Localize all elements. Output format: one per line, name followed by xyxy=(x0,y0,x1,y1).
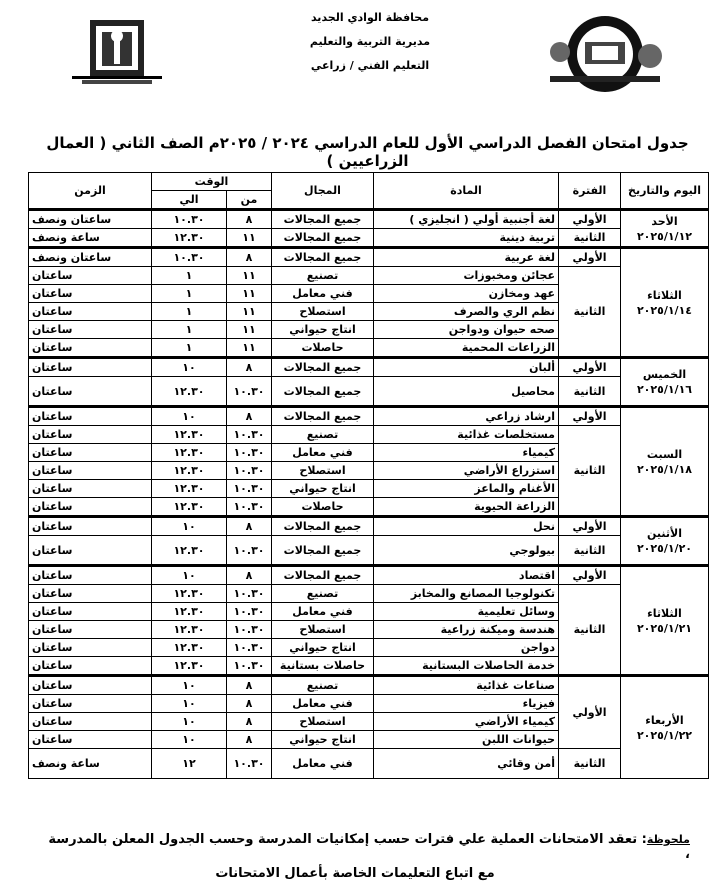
field-cell: فني معامل xyxy=(272,749,374,779)
field-cell: استصلاح xyxy=(272,303,374,321)
period-cell: الثانية xyxy=(559,749,621,779)
to-cell: ١٢ xyxy=(152,749,227,779)
duration-cell: ساعتان xyxy=(29,426,152,444)
subject-cell: استزراع الأراضي xyxy=(374,462,559,480)
table-row xyxy=(29,248,709,267)
field-cell: انتاج حيواني xyxy=(272,480,374,498)
from-cell: ١٠.٣٠ xyxy=(227,585,272,603)
field-cell: تصنيع xyxy=(272,585,374,603)
to-cell: ١٢.٣٠ xyxy=(152,462,227,480)
field-cell: جميع المجالات xyxy=(272,517,374,536)
to-cell: ١٢.٣٠ xyxy=(152,444,227,462)
subject-cell: وسائل تعليمية xyxy=(374,603,559,621)
from-cell: ٨ xyxy=(227,731,272,749)
subject-cell: عهد ومخازن xyxy=(374,285,559,303)
to-cell: ١٢.٣٠ xyxy=(152,603,227,621)
from-cell: ٨ xyxy=(227,407,272,426)
field-cell: جميع المجالات xyxy=(272,536,374,566)
table-row xyxy=(29,536,709,566)
field-cell: فني معامل xyxy=(272,695,374,713)
note-line-2: مع اتباع التعليمات الخاصة بأعمال الامتحانات xyxy=(215,866,495,881)
period-cell: الأولي xyxy=(559,566,621,585)
duration-cell: ساعتان xyxy=(29,285,152,303)
period-cell: الثانية xyxy=(559,267,621,358)
exam-schedule-table xyxy=(28,172,709,779)
from-cell: ٨ xyxy=(227,676,272,695)
field-cell: انتاج حيواني xyxy=(272,321,374,339)
table-row xyxy=(29,229,709,248)
field-cell: استصلاح xyxy=(272,713,374,731)
table-row xyxy=(29,407,709,426)
subject-cell: أمن وقائي xyxy=(374,749,559,779)
from-cell: ١٠.٣٠ xyxy=(227,498,272,517)
from-cell: ١٠.٣٠ xyxy=(227,749,272,779)
to-cell: ١٠.٣٠ xyxy=(152,210,227,229)
subject-cell: مستخلصات غذائية xyxy=(374,426,559,444)
field-cell: جميع المجالات xyxy=(272,229,374,248)
period-cell: الأولي xyxy=(559,407,621,426)
from-cell: ١١ xyxy=(227,229,272,248)
subject-cell: اقتصاد xyxy=(374,566,559,585)
table-row xyxy=(29,377,709,407)
duration-cell: ساعتان ونصف xyxy=(29,210,152,229)
subject-cell: بيولوجي xyxy=(374,536,559,566)
table-row xyxy=(29,566,709,585)
duration-cell: ساعتان xyxy=(29,566,152,585)
field-cell: استصلاح xyxy=(272,621,374,639)
from-cell: ١٠.٣٠ xyxy=(227,621,272,639)
from-cell: ١٠.٣٠ xyxy=(227,426,272,444)
period-cell: الثانية xyxy=(559,585,621,676)
field-cell: جميع المجالات xyxy=(272,210,374,229)
period-cell: الثانية xyxy=(559,377,621,407)
field-cell: جميع المجالات xyxy=(272,377,374,407)
day-name: الثلاثاء xyxy=(647,288,682,302)
note-text-1: تعقد الامتحانات العملية علي فترات حسب إمكانيات المدرسة وحسب الجدول المعلن بالمدرسة ، xyxy=(48,832,690,862)
day-date: ٢٠٢٥/١/١٢ xyxy=(636,229,693,243)
to-cell: ١٠ xyxy=(152,407,227,426)
table-row xyxy=(29,426,709,444)
field-cell: جميع المجالات xyxy=(272,407,374,426)
table-row xyxy=(29,358,709,377)
period-cell: الأولي xyxy=(559,358,621,377)
to-cell: ١٢.٣٠ xyxy=(152,639,227,657)
duration-cell: ساعتان xyxy=(29,303,152,321)
field-cell: حاصلات xyxy=(272,498,374,517)
from-cell: ١٠.٣٠ xyxy=(227,377,272,407)
subject-cell: لغة عربية xyxy=(374,248,559,267)
subject-cell: صناعات غذائية xyxy=(374,676,559,695)
directorate-name: مديرية التربية والتعليم xyxy=(309,35,431,48)
day-cell xyxy=(621,676,709,779)
subject-cell: ألبان xyxy=(374,358,559,377)
from-cell: ١١ xyxy=(227,267,272,285)
col-header-duration: الزمن xyxy=(29,173,152,210)
subject-cell: محاصيل xyxy=(374,377,559,407)
to-cell: ١٢.٣٠ xyxy=(152,229,227,248)
period-cell: الثانية xyxy=(559,426,621,517)
day-cell xyxy=(621,517,709,566)
day-name: الخميس xyxy=(642,368,687,381)
day-cell xyxy=(621,210,709,248)
subject-cell: خدمة الحاصلات البستانية xyxy=(374,657,559,676)
day-date: ٢٠٢٥/١/٢٠ xyxy=(636,542,693,555)
governorate-logo xyxy=(62,14,172,86)
day-date: ٢٠٢٥/١/٢٢ xyxy=(636,728,693,742)
field-cell: حاصلات بستانية xyxy=(272,657,374,676)
from-cell: ١٠.٣٠ xyxy=(227,462,272,480)
to-cell: ١ xyxy=(152,321,227,339)
to-cell: ١ xyxy=(152,285,227,303)
field-cell: فني معامل xyxy=(272,285,374,303)
subject-cell: دواجن xyxy=(374,639,559,657)
to-cell: ١٠ xyxy=(152,695,227,713)
from-cell: ٨ xyxy=(227,358,272,377)
duration-cell: ساعتان ونصف xyxy=(29,248,152,267)
field-cell: تصنيع xyxy=(272,267,374,285)
col-header-time: الوقت xyxy=(152,173,272,191)
duration-cell: ساعتان xyxy=(29,358,152,377)
table-row xyxy=(29,676,709,695)
duration-cell: ساعتان xyxy=(29,444,152,462)
from-cell: ٨ xyxy=(227,695,272,713)
duration-cell: ساعتان xyxy=(29,480,152,498)
day-cell xyxy=(621,566,709,676)
from-cell: ١٠.٣٠ xyxy=(227,603,272,621)
to-cell: ١٢.٣٠ xyxy=(152,480,227,498)
field-cell: فني معامل xyxy=(272,603,374,621)
day-name: الثلاثاء xyxy=(647,606,682,620)
from-cell: ١٠.٣٠ xyxy=(227,444,272,462)
from-cell: ٨ xyxy=(227,517,272,536)
field-cell: جميع المجالات xyxy=(272,248,374,267)
subject-cell: عجائن ومخبوزات xyxy=(374,267,559,285)
table-row xyxy=(29,585,709,603)
to-cell: ١ xyxy=(152,303,227,321)
subject-cell: كيمياء الأراضي xyxy=(374,713,559,731)
duration-cell: ساعتان xyxy=(29,517,152,536)
table-row xyxy=(29,517,709,536)
note-label: ملحوظة xyxy=(646,833,690,846)
col-header-day: اليوم والتاريخ xyxy=(621,173,709,210)
field-cell: تصنيع xyxy=(272,676,374,695)
day-cell xyxy=(621,248,709,358)
col-header-field: المجال xyxy=(272,173,374,210)
sector-name: التعليم الفني / زراعي xyxy=(310,59,430,72)
to-cell: ١٢.٣٠ xyxy=(152,657,227,676)
to-cell: ١٢.٣٠ xyxy=(152,621,227,639)
duration-cell: ساعتان xyxy=(29,339,152,358)
technical-education-logo xyxy=(530,12,680,94)
field-cell: انتاج حيواني xyxy=(272,639,374,657)
to-cell: ١٠.٣٠ xyxy=(152,248,227,267)
schedule-body xyxy=(29,210,709,779)
governorate-name: محافظة الوادي الجديد xyxy=(310,11,430,24)
duration-cell: ساعتان xyxy=(29,603,152,621)
from-cell: ١١ xyxy=(227,321,272,339)
subject-cell: نحل xyxy=(374,517,559,536)
note-line-1: ملحوظة: تعقد الامتحانات العملية علي فترات حسب إمكانيات المدرسة وحسب الجدول المعلن بالمدرسة ، xyxy=(48,832,690,862)
col-header-to: الي xyxy=(152,191,227,210)
duration-cell: ساعتان xyxy=(29,621,152,639)
field-cell: جميع المجالات xyxy=(272,566,374,585)
to-cell: ١ xyxy=(152,267,227,285)
table-row xyxy=(29,749,709,779)
to-cell: ١٠ xyxy=(152,517,227,536)
to-cell: ١٠ xyxy=(152,713,227,731)
from-cell: ١١ xyxy=(227,339,272,358)
to-cell: ١٢.٣٠ xyxy=(152,426,227,444)
period-cell: الأولي xyxy=(559,248,621,267)
day-name: الأحد xyxy=(651,214,678,228)
field-cell: تصنيع xyxy=(272,426,374,444)
field-cell: جميع المجالات xyxy=(272,358,374,377)
duration-cell: ساعتان xyxy=(29,585,152,603)
subject-cell: حيوانات اللبن xyxy=(374,731,559,749)
duration-cell: ساعتان xyxy=(29,407,152,426)
to-cell: ١٢.٣٠ xyxy=(152,377,227,407)
day-name: الأثنين xyxy=(647,527,682,540)
to-cell: ١٠ xyxy=(152,358,227,377)
from-cell: ١٠.٣٠ xyxy=(227,657,272,676)
subject-cell: تكنولوجيا المصانع والمخابز xyxy=(374,585,559,603)
to-cell: ١٢.٣٠ xyxy=(152,536,227,566)
duration-cell: ساعتان xyxy=(29,377,152,407)
day-date: ٢٠٢٥/١/٢١ xyxy=(636,621,693,635)
subject-cell: فيزياء xyxy=(374,695,559,713)
duration-cell: ساعتان xyxy=(29,657,152,676)
day-name: الأربعاء xyxy=(645,713,684,727)
subject-cell: الأغنام والماعز xyxy=(374,480,559,498)
field-cell: حاصلات xyxy=(272,339,374,358)
table-row xyxy=(29,267,709,285)
page-title: جدول امتحان الفصل الدراسي الأول للعام الدراسي ٢٠٢٤ / ٢٠٢٥م الصف الثاني ( العمال الزراعيين ) xyxy=(46,134,689,170)
period-cell: الثانية xyxy=(559,536,621,566)
from-cell: ١٠.٣٠ xyxy=(227,480,272,498)
to-cell: ١٢.٣٠ xyxy=(152,585,227,603)
field-cell: استصلاح xyxy=(272,462,374,480)
subject-cell: لغة أجنبية أولي ( انجليزي ) xyxy=(374,210,559,229)
duration-cell: ساعتان xyxy=(29,321,152,339)
day-date: ٢٠٢٥/١/١٦ xyxy=(636,383,693,396)
period-cell: الأولي xyxy=(559,517,621,536)
duration-cell: ساعتان xyxy=(29,462,152,480)
col-header-subject: المادة xyxy=(374,173,559,210)
day-date: ٢٠٢٥/١/١٤ xyxy=(636,303,693,317)
day-cell xyxy=(621,407,709,517)
duration-cell: ساعتان xyxy=(29,267,152,285)
col-header-period: الفترة xyxy=(559,173,621,210)
duration-cell: ساعة ونصف xyxy=(29,749,152,779)
to-cell: ١ xyxy=(152,339,227,358)
duration-cell: ساعة ونصف xyxy=(29,229,152,248)
duration-cell: ساعتان xyxy=(29,731,152,749)
duration-cell: ساعتان xyxy=(29,498,152,517)
to-cell: ١٠ xyxy=(152,566,227,585)
header-block xyxy=(270,6,470,78)
from-cell: ٨ xyxy=(227,713,272,731)
from-cell: ٨ xyxy=(227,210,272,229)
col-header-from: من xyxy=(227,191,272,210)
from-cell: ١٠.٣٠ xyxy=(227,639,272,657)
day-cell xyxy=(621,358,709,407)
field-cell: انتاج حيواني xyxy=(272,731,374,749)
to-cell: ١٠ xyxy=(152,731,227,749)
duration-cell: ساعتان xyxy=(29,695,152,713)
from-cell: ٨ xyxy=(227,248,272,267)
from-cell: ١١ xyxy=(227,285,272,303)
duration-cell: ساعتان xyxy=(29,676,152,695)
to-cell: ١٠ xyxy=(152,676,227,695)
period-cell: الأولي xyxy=(559,210,621,229)
subject-cell: صحه حيوان ودواجن xyxy=(374,321,559,339)
subject-cell: هندسة وميكنة زراعية xyxy=(374,621,559,639)
day-name: السبت xyxy=(646,447,683,461)
duration-cell: ساعتان xyxy=(29,536,152,566)
field-cell: فني معامل xyxy=(272,444,374,462)
subject-cell: الزراعات المحمية xyxy=(374,339,559,358)
from-cell: ١٠.٣٠ xyxy=(227,536,272,566)
from-cell: ١١ xyxy=(227,303,272,321)
from-cell: ٨ xyxy=(227,566,272,585)
subject-cell: تربية دينية xyxy=(374,229,559,248)
duration-cell: ساعتان xyxy=(29,713,152,731)
day-date: ٢٠٢٥/١/١٨ xyxy=(636,462,693,476)
subject-cell: الزراعة الحيوية xyxy=(374,498,559,517)
subject-cell: نظم الري والصرف xyxy=(374,303,559,321)
period-cell: الأولي xyxy=(559,676,621,749)
duration-cell: ساعتان xyxy=(29,639,152,657)
to-cell: ١٢.٣٠ xyxy=(152,498,227,517)
subject-cell: ارشاد زراعي xyxy=(374,407,559,426)
subject-cell: كيمياء xyxy=(374,444,559,462)
period-cell: الثانية xyxy=(559,229,621,248)
table-row xyxy=(29,210,709,229)
